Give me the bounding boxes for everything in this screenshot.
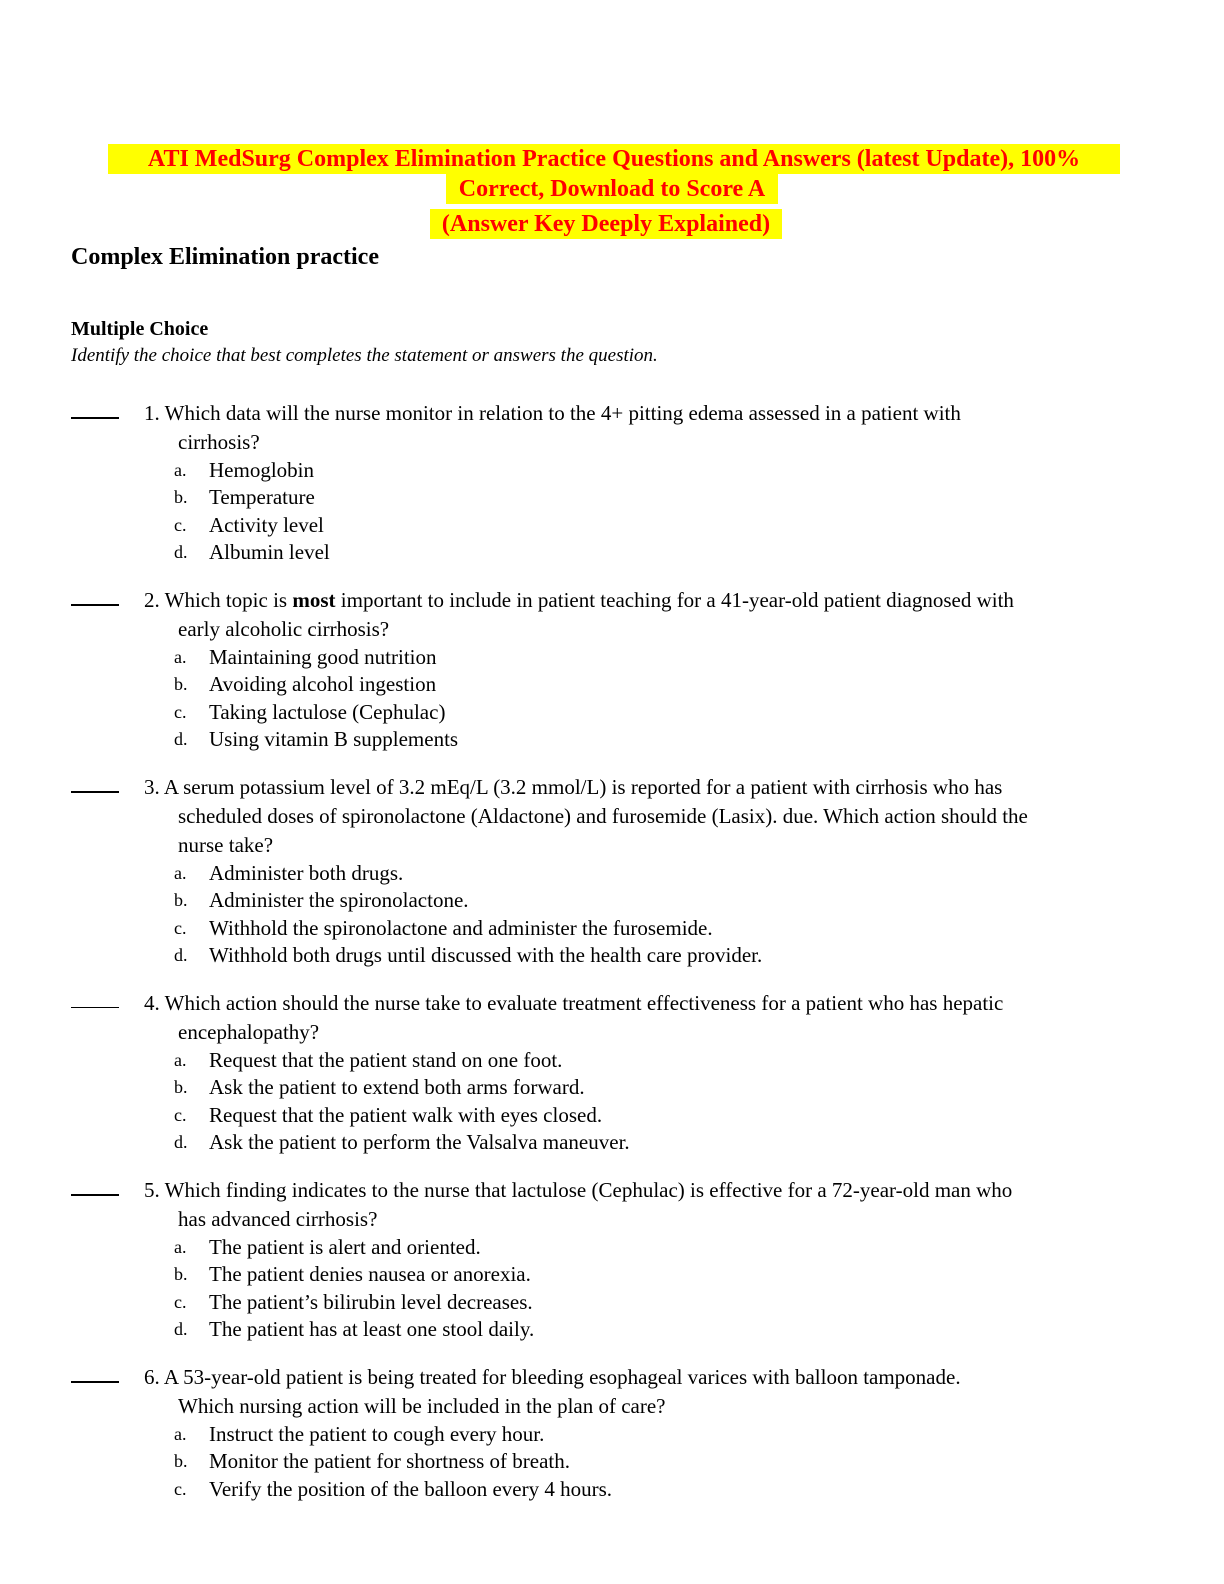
question-6-text — [144, 1363, 1144, 1421]
question-stem-line: A 53-year-old patient is being treated for bleeding esophageal varices with balloon tamponade. — [163, 1365, 961, 1389]
option-letter: a. — [174, 647, 187, 667]
question-stem-line: has advanced cirrhosis? — [178, 1207, 378, 1231]
option-text: The patient denies nausea or anorexia. — [209, 1262, 531, 1287]
option-letter: c. — [174, 1291, 187, 1312]
option-text: Taking lactulose (Cephulac) — [209, 699, 446, 724]
option-letter: c. — [174, 1478, 187, 1499]
title-line-1: ATI MedSurg Complex Elimination Practice Questions and Answers (latest Update), 100% — [108, 144, 1120, 174]
option-text: Hemoglobin — [209, 458, 314, 482]
question-stem-line: Which nursing action will be included in the plan of care? — [178, 1394, 666, 1418]
title-line-2: Correct, Download to Score A — [446, 174, 778, 204]
section-instructions: Identify the choice that best completes the statement or answers the question. — [71, 345, 658, 366]
question-stem-line: Which finding indicates to the nurse that lactulose (Cephulac) is effective for a 72-year-old man who — [164, 1178, 1013, 1202]
question-number: 4. — [144, 991, 160, 1015]
option-text: Request that the patient stand on one foot. — [209, 1048, 563, 1072]
question-stem-post: important to include in patient teaching for a 41-year-old patient diagnosed with — [335, 588, 1014, 612]
question-stem-emphasis: most — [292, 588, 336, 612]
option-letter: d. — [174, 944, 188, 965]
option-letter: c. — [174, 514, 187, 535]
question-2-text — [144, 586, 1144, 644]
option-text: The patient’s bilirubin level decreases. — [209, 1289, 533, 1314]
option-text: Ask the patient to extend both arms forward. — [209, 1075, 585, 1100]
question-stem-line: A serum potassium level of 3.2 mEq/L (3.2 mmol/L) is reported for a patient with cirrhosis who has — [163, 775, 1003, 799]
option-letter: b. — [174, 1451, 188, 1472]
question-stem-line: scheduled doses of spironolactone (Aldactone) and furosemide (Lasix). due. Which action should the — [178, 804, 1028, 828]
option-text: Administer both drugs. — [209, 861, 404, 885]
option-text: The patient has at least one stool daily. — [209, 1316, 535, 1341]
option-letter: d. — [174, 728, 188, 749]
option-text: Instruct the patient to cough every hour. — [209, 1422, 545, 1446]
answer-blank-4[interactable] — [71, 1007, 119, 1008]
question-number: 1. — [144, 401, 160, 425]
question-5-text — [144, 1176, 1144, 1234]
option-letter: b. — [174, 1077, 188, 1098]
option-text: Withhold both drugs until discussed with the health care provider. — [209, 942, 763, 967]
option-letter: b. — [174, 1264, 188, 1285]
option-text: Activity level — [209, 512, 324, 537]
section-title: Multiple Choice — [71, 318, 209, 340]
question-number: 5. — [144, 1178, 160, 1202]
option-text: Ask the patient to perform the Valsalva maneuver. — [209, 1129, 630, 1154]
answer-blank-1[interactable] — [71, 417, 119, 419]
option-text: The patient is alert and oriented. — [209, 1235, 481, 1259]
option-letter: b. — [174, 487, 188, 508]
option-letter: b. — [174, 674, 188, 695]
answer-blank-6[interactable] — [71, 1381, 119, 1383]
option-letter: d. — [174, 1131, 188, 1152]
option-letter: c. — [174, 917, 187, 938]
option-letter: a. — [174, 863, 187, 883]
option-letter: b. — [174, 890, 188, 911]
answer-blank-5[interactable] — [71, 1194, 119, 1196]
question-number: 2. — [144, 588, 160, 612]
option-text: Monitor the patient for shortness of breath. — [209, 1449, 570, 1474]
page-heading: Complex Elimination practice — [71, 244, 379, 270]
option-letter: c. — [174, 1104, 187, 1125]
option-letter: a. — [174, 460, 187, 480]
question-stem-line: nurse take? — [178, 833, 274, 857]
option-text: Albumin level — [209, 539, 330, 564]
option-text: Avoiding alcohol ingestion — [209, 672, 437, 697]
question-number: 3. — [144, 775, 160, 799]
option-letter: a. — [174, 1050, 187, 1070]
option-letter: d. — [174, 1318, 188, 1339]
question-stem-line: encephalopathy? — [178, 1020, 320, 1044]
answer-blank-2[interactable] — [71, 604, 119, 606]
question-stem-line: Which action should the nurse take to evaluate treatment effectiveness for a patient who has hepatic — [164, 991, 1004, 1015]
question-3-text — [144, 773, 1144, 860]
question-1-text — [144, 399, 1144, 457]
option-text: Withhold the spironolactone and administer the furosemide. — [209, 915, 713, 940]
option-text: Verify the position of the balloon every 4 hours. — [209, 1476, 612, 1501]
option-text: Administer the spironolactone. — [209, 888, 469, 913]
option-text: Maintaining good nutrition — [209, 645, 437, 669]
question-stem-line: cirrhosis? — [178, 430, 260, 454]
option-letter: a. — [174, 1237, 187, 1257]
option-text: Temperature — [209, 485, 315, 510]
question-stem-pre: Which topic is — [164, 588, 293, 612]
option-letter: c. — [174, 701, 187, 722]
option-text: Request that the patient walk with eyes closed. — [209, 1102, 603, 1127]
option-letter: d. — [174, 541, 188, 562]
question-stem-line: early alcoholic cirrhosis? — [178, 617, 390, 641]
question-number: 6. — [144, 1365, 160, 1389]
answer-blank-3[interactable] — [71, 791, 119, 793]
title-line-3: (Answer Key Deeply Explained) — [430, 209, 782, 239]
question-stem-line: Which data will the nurse monitor in relation to the 4+ pitting edema assessed in a patient with — [164, 401, 961, 425]
option-text: Using vitamin B supplements — [209, 726, 459, 751]
option-letter: a. — [174, 1424, 187, 1444]
question-4-text — [144, 989, 1144, 1047]
